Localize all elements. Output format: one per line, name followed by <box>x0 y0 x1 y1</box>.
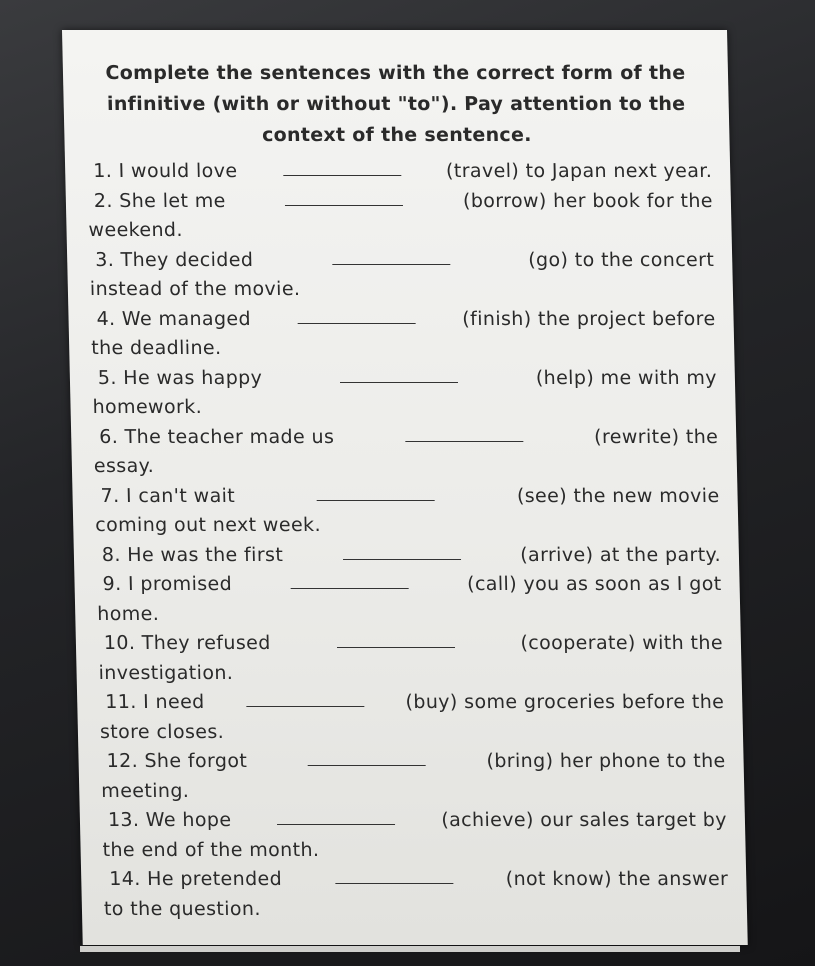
item-lead-text: 4. We managed <box>96 307 252 330</box>
item-tail-text: (borrow) her book for the <box>462 189 714 212</box>
exercise-item <box>88 187 714 246</box>
item-tail-text: (bring) her phone to the <box>486 750 726 772</box>
exercise-list <box>65 157 747 924</box>
item-tail-text: (call) you as soon as I got <box>466 573 722 595</box>
item-lead-text: 8. He was the first <box>101 543 284 566</box>
worksheet-page <box>62 30 748 945</box>
item-lead-text: 13. We hope <box>107 809 232 831</box>
item-tail-text: (not know) the answer <box>505 868 729 890</box>
answer-blank[interactable] <box>285 187 403 206</box>
answer-blank[interactable] <box>308 747 426 766</box>
item-lead-text: 9. I promised <box>102 573 233 595</box>
answer-blank[interactable] <box>405 423 523 442</box>
item-lead-text: 11. I need <box>105 691 205 713</box>
item-continuation: store closes. <box>99 720 225 743</box>
answer-blank[interactable] <box>277 806 395 825</box>
answer-blank[interactable] <box>282 157 400 176</box>
item-continuation: meeting. <box>101 779 190 802</box>
answer-blank[interactable] <box>335 865 453 884</box>
item-continuation: instead of the movie. <box>89 278 301 300</box>
exercise-item <box>98 629 724 688</box>
answer-blank[interactable] <box>246 688 364 707</box>
exercise-item <box>89 246 715 305</box>
item-tail-text: (cooperate) with the <box>520 632 724 654</box>
answer-blank[interactable] <box>336 629 454 648</box>
item-continuation: home. <box>96 602 160 625</box>
answer-blank[interactable] <box>290 570 408 589</box>
exercise-item <box>90 305 716 364</box>
answer-blank[interactable] <box>340 364 458 383</box>
item-tail-text: (rewrite) the <box>593 425 719 448</box>
item-lead-text: 12. She forgot <box>106 750 248 772</box>
item-lead-text: 7. I can't wait <box>100 484 236 507</box>
item-continuation: weekend. <box>88 219 184 241</box>
answer-blank[interactable] <box>297 305 415 324</box>
item-tail-text: (help) me with my <box>535 366 718 389</box>
item-tail-text: (arrive) at the party. <box>519 543 722 566</box>
item-continuation: homework. <box>92 396 203 418</box>
item-lead-text: 3. They decided <box>94 248 254 271</box>
item-continuation: investigation. <box>98 661 234 684</box>
instructions-text: Complete the sentences with the correct form of the infinitive (with or without "to"). Pay attention to the context of the sentence. <box>105 62 686 146</box>
item-lead-text: 5. He was happy <box>97 366 263 389</box>
item-lead-text: 6. The teacher made us <box>98 425 335 448</box>
exercise-item <box>99 688 725 747</box>
item-tail-text: (go) to the concert <box>527 248 715 271</box>
item-lead-text: 1. I would love <box>92 160 238 182</box>
monitor-bezel-edge <box>80 946 740 952</box>
item-continuation: coming out next week. <box>94 514 322 536</box>
item-lead-text: 10. They refused <box>103 632 271 654</box>
item-tail-text: (achieve) our sales target by <box>441 809 728 831</box>
answer-blank[interactable] <box>331 246 449 265</box>
exercise-item <box>94 482 720 541</box>
item-tail-text: (finish) the project before <box>462 307 716 330</box>
item-tail-text: (travel) to Japan next year. <box>445 160 713 182</box>
item-tail-text: (see) the new movie <box>516 484 720 507</box>
exercise-item <box>100 747 726 806</box>
item-continuation: to the question. <box>103 897 262 920</box>
exercise-item <box>102 806 728 865</box>
item-continuation: the deadline. <box>90 337 222 359</box>
exercise-item <box>87 157 713 187</box>
exercise-item <box>96 570 722 629</box>
exercise-item <box>93 423 719 482</box>
answer-blank[interactable] <box>342 541 460 560</box>
item-lead-text: 2. She let me <box>93 189 226 212</box>
exercise-item <box>103 865 729 924</box>
item-continuation: the end of the month. <box>102 838 320 861</box>
item-lead-text: 14. He pretended <box>109 868 283 890</box>
item-continuation: essay. <box>93 455 155 477</box>
item-tail-text: (buy) some groceries before the <box>405 691 725 713</box>
exercise-item <box>96 541 722 571</box>
exercise-item <box>92 364 718 423</box>
answer-blank[interactable] <box>317 482 435 501</box>
